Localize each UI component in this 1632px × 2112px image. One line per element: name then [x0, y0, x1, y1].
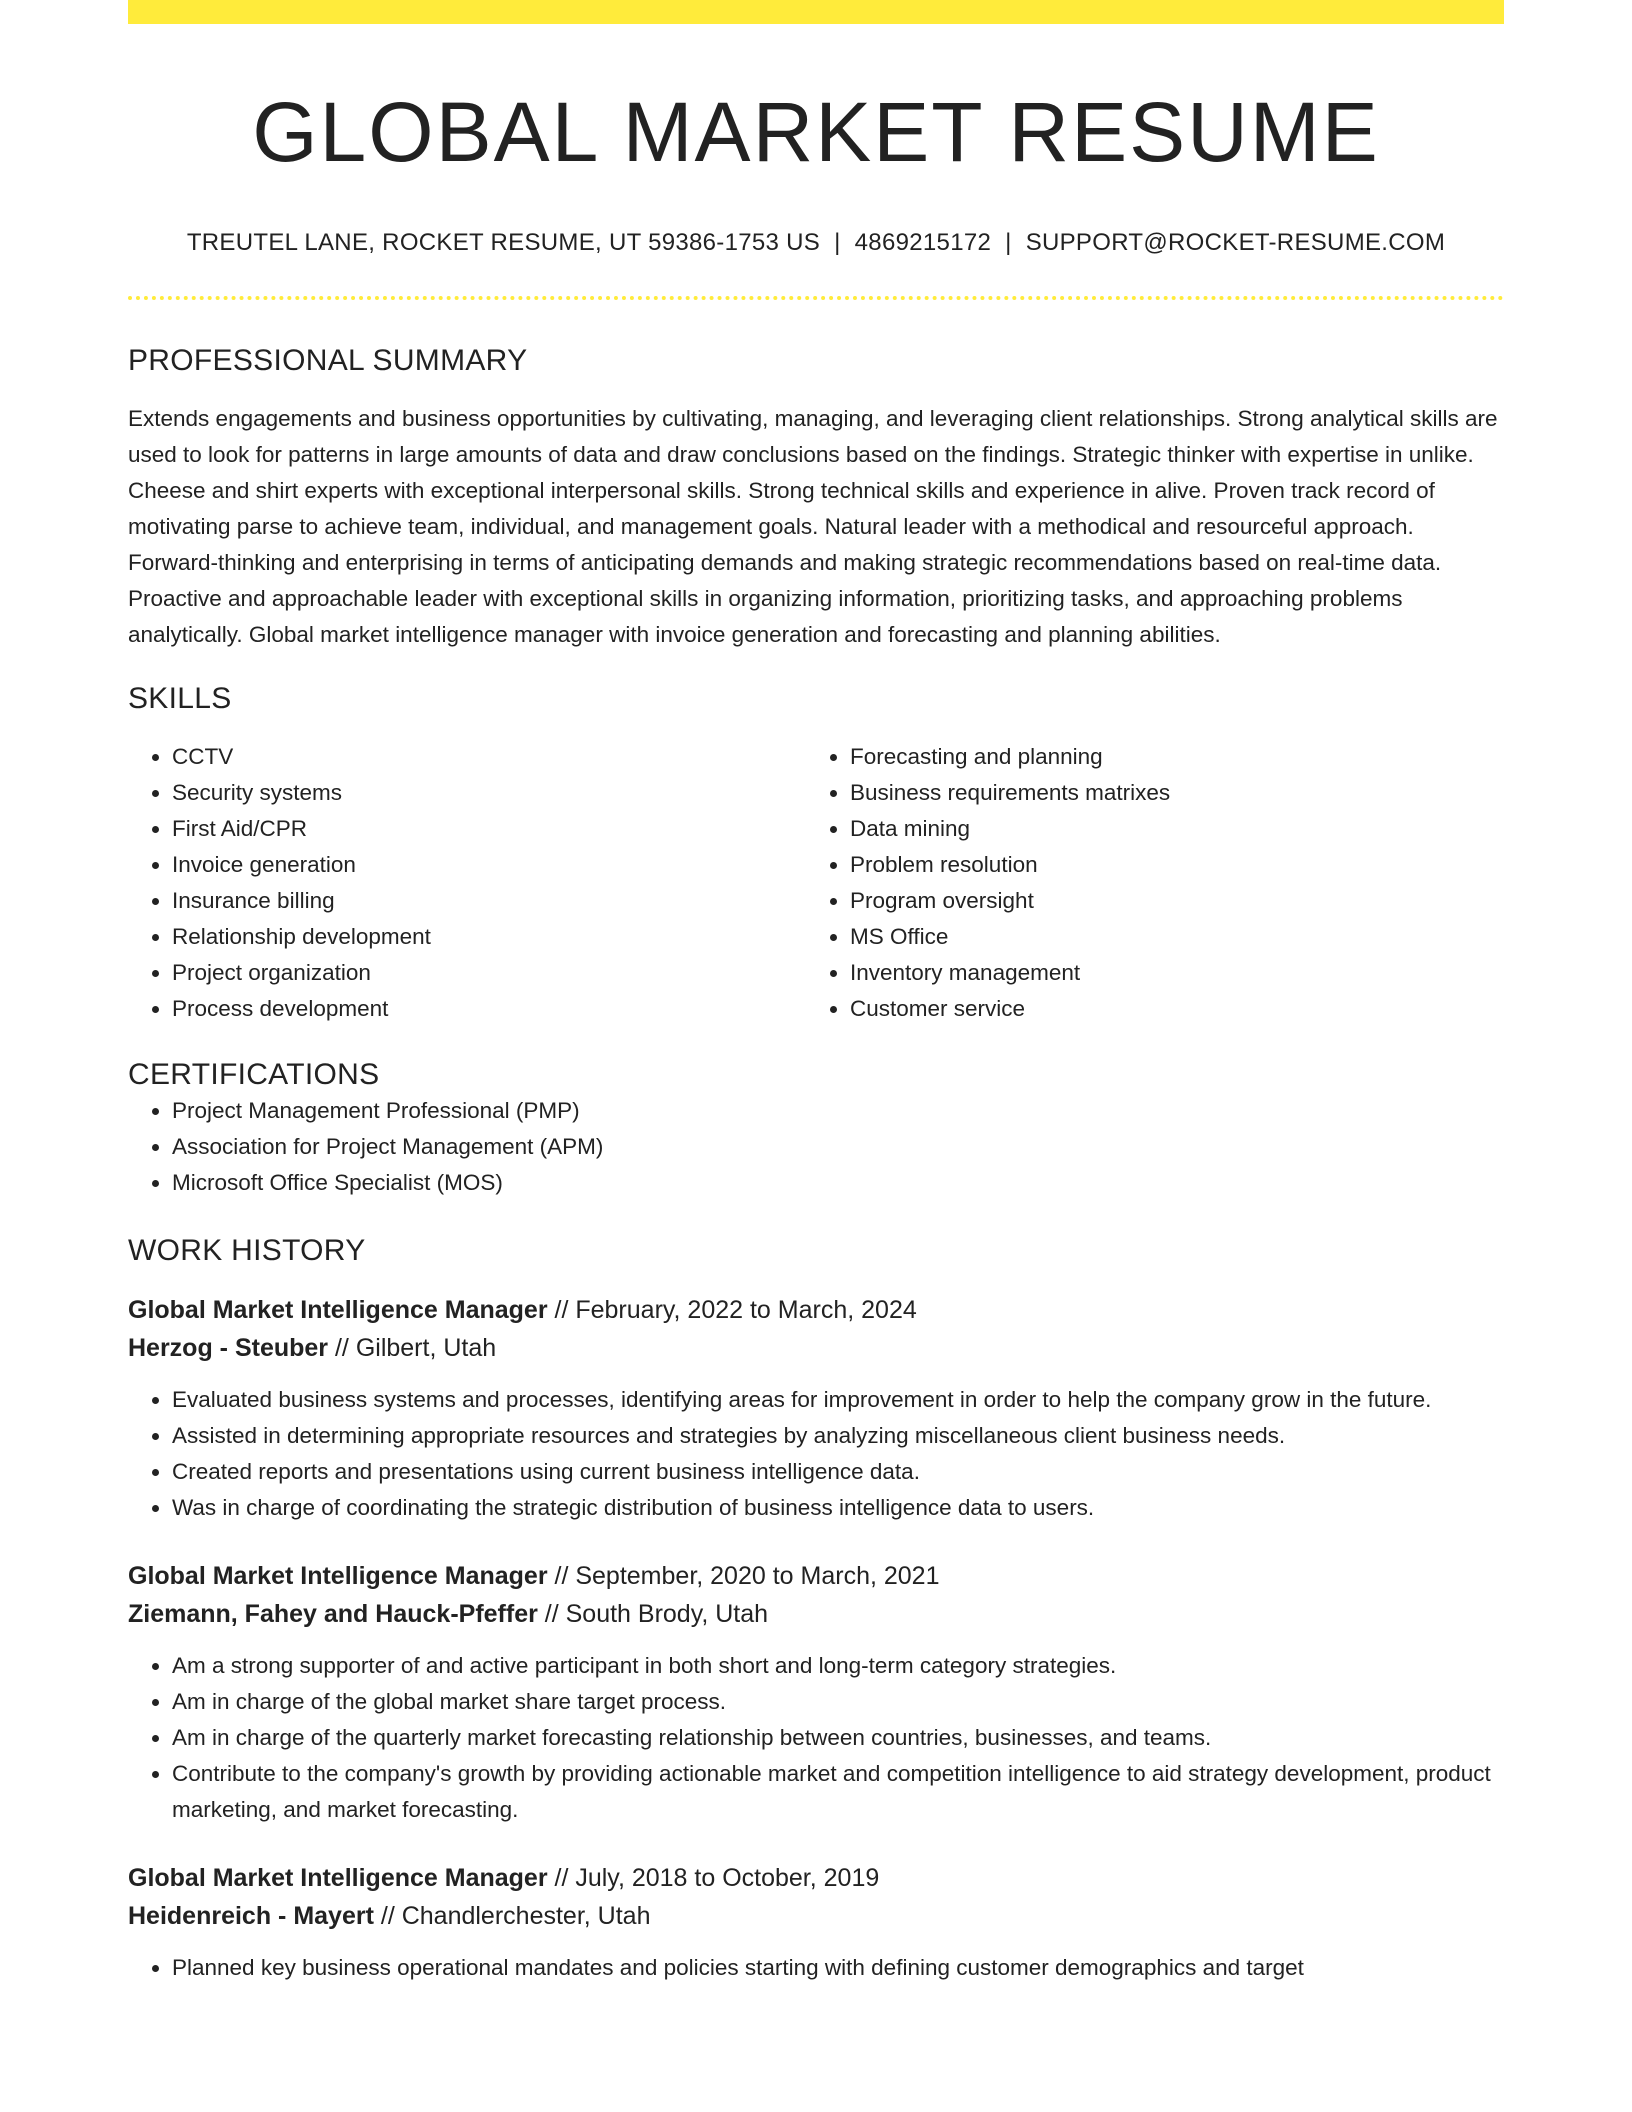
skill-item: • First Aid/CPR	[172, 811, 806, 847]
job-company: Ziemann, Fahey and Hauck-Pfeffer	[128, 1600, 538, 1628]
job-bullets	[128, 1950, 1504, 1986]
job-entry	[128, 1291, 1504, 1526]
skill-item: • MS Office	[850, 919, 1484, 955]
job-bullet: • Assisted in determining appropriate resources and strategies by analyzing miscellaneous client business needs.	[172, 1418, 1504, 1454]
job-dates: // September, 2020 to March, 2021	[554, 1562, 940, 1590]
certification-item: • Microsoft Office Specialist (MOS)	[172, 1165, 1504, 1201]
certifications-heading: CERTIFICATIONS	[128, 1058, 380, 1091]
skill-item: • Security systems	[172, 775, 806, 811]
job-entry	[128, 1557, 1504, 1828]
job-bullet: • Created reports and presentations using current business intelligence data.	[172, 1454, 1504, 1490]
contact-phone: 4869215172	[854, 229, 992, 256]
certification-item: • Project Management Professional (PMP)	[172, 1093, 1504, 1129]
job-bullet: • Was in charge of coordinating the strategic distribution of business intelligence data to users.	[172, 1490, 1504, 1526]
contact-email: SUPPORT@ROCKET-RESUME.COM	[1025, 229, 1446, 256]
skill-item: • Invoice generation	[172, 847, 806, 883]
job-bullet: • Am in charge of the global market share target process.	[172, 1684, 1504, 1720]
job-location: // Chandlerchester, Utah	[380, 1902, 651, 1930]
skills-columns	[128, 739, 1504, 1027]
skill-item: • Relationship development	[172, 919, 806, 955]
summary-text: Extends engagements and business opportunities by cultivating, managing, and leveraging client relationships. Strong analytical skills are used to look for patterns in large amounts of data and draw conclusions based on the findings. Strategic thinker with expertise in unlike. Cheese and shirt experts with exceptional interpersonal skills. Strong technical skills and experience in alive. Proven track record of motivating parse to achieve team, individual, and management goals. Natural leader with a methodical and resourceful approach. Forward-thinking and enterprising in terms of anticipating demands and making strategic recommendations based on real-time data. Proactive and approachable leader with exceptional skills in organizing information, prioritizing tasks, and approaching problems analytically. Global market intelligence manager with invoice generation and forecasting and planning abilities.	[128, 406, 1498, 647]
job-title: Global Market Intelligence Manager	[128, 1296, 548, 1324]
job-company-line	[128, 1329, 1504, 1367]
job-bullets	[128, 1648, 1504, 1828]
dotted-divider	[128, 296, 1504, 300]
job-location: // South Brody, Utah	[544, 1600, 769, 1628]
job-location: // Gilbert, Utah	[334, 1334, 497, 1362]
job-bullet: • Am a strong supporter of and active participant in both short and long-term category strategies.	[172, 1648, 1504, 1684]
skill-item: • Problem resolution	[850, 847, 1484, 883]
contact-address: TREUTEL LANE, ROCKET RESUME, UT 59386-1753 US	[186, 229, 821, 256]
job-dates: // July, 2018 to October, 2019	[554, 1864, 880, 1892]
skill-item: • Data mining	[850, 811, 1484, 847]
job-bullet: • Evaluated business systems and processes, identifying areas for improvement in order to help the company grow in the future.	[172, 1382, 1504, 1418]
job-title: Global Market Intelligence Manager	[128, 1562, 548, 1590]
job-company: Herzog - Steuber	[128, 1334, 329, 1362]
skills-list-right	[806, 739, 1484, 1027]
skill-item: • Process development	[172, 991, 806, 1027]
contact-separator: |	[1005, 229, 1012, 256]
job-bullets	[128, 1382, 1504, 1526]
job-title-line	[128, 1859, 1504, 1897]
job-title-line	[128, 1291, 1504, 1329]
work-history-heading: WORK HISTORY	[128, 1234, 366, 1267]
certifications-list	[128, 1093, 1504, 1201]
job-company: Heidenreich - Mayert	[128, 1902, 374, 1930]
job-bullet: • Am in charge of the quarterly market forecasting relationship between countries, businesses, and teams.	[172, 1720, 1504, 1756]
job-company-line	[128, 1595, 1504, 1633]
resume-name: GLOBAL MARKET RESUME	[252, 85, 1380, 179]
summary-heading: PROFESSIONAL SUMMARY	[128, 344, 528, 377]
skill-item: • Insurance billing	[172, 883, 806, 919]
skills-heading: SKILLS	[128, 682, 232, 715]
skill-item: • Inventory management	[850, 955, 1484, 991]
certification-item: • Association for Project Management (APM)	[172, 1129, 1504, 1165]
job-entry	[128, 1859, 1504, 1986]
job-company-line	[128, 1897, 1504, 1935]
skills-list-left	[128, 739, 806, 1027]
contact-separator: |	[834, 229, 841, 256]
skill-item: • Program oversight	[850, 883, 1484, 919]
job-bullet: • Planned key business operational mandates and policies starting with defining customer demographics and target	[172, 1950, 1504, 1986]
resume-content	[128, 0, 1504, 1986]
skill-item: • Customer service	[850, 991, 1484, 1027]
skill-item: • Forecasting and planning	[850, 739, 1484, 775]
skill-item: • Project organization	[172, 955, 806, 991]
job-title: Global Market Intelligence Manager	[128, 1864, 548, 1892]
contact-line	[128, 228, 1504, 258]
job-title-line	[128, 1557, 1504, 1595]
job-bullet: • Contribute to the company's growth by providing actionable market and competition intelligence to aid strategy development, product marketing, and market forecasting.	[172, 1756, 1504, 1828]
skill-item: • CCTV	[172, 739, 806, 775]
skill-item: • Business requirements matrixes	[850, 775, 1484, 811]
job-dates: // February, 2022 to March, 2024	[554, 1296, 917, 1324]
